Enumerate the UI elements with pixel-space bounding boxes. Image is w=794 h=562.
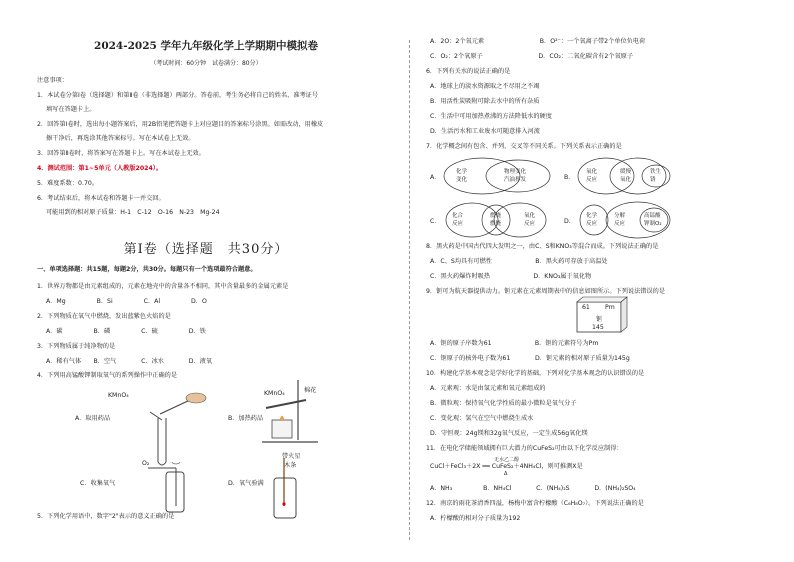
- svg-text:燃烧: 燃烧: [490, 221, 502, 227]
- question-10-option-d: D．守恒观：24g镁和32g氧气反应，一定生成56g氧化镁: [430, 430, 588, 437]
- svg-text:铁生: 铁生: [650, 169, 662, 175]
- q4b-label: B．加热药品: [228, 415, 264, 422]
- exam-subtitle: （考试时间：60分钟 试卷满分：80分）: [150, 60, 262, 67]
- note-line: 5．难度系数：0.70。: [37, 180, 99, 187]
- question-6-option-b: B．用活性炭吸附可除去水中的所有杂质: [430, 98, 540, 105]
- svg-text:钾制O₂: 钾制O₂: [644, 221, 662, 227]
- svg-text:氧化: 氧化: [620, 177, 632, 183]
- question-5-options-ab: A．2O：2个氧元素 B．O²⁻：一个氧离子带2个单位负电荷: [430, 38, 646, 45]
- question-7: 7．化学概念间有包含、并列、交叉等不同关系。下列关系表示正确的是: [426, 143, 622, 150]
- note-line: 擦干净后，再选涂其他答案标号。写在本试卷上无效。: [46, 135, 195, 142]
- pm-atomic-mass: 145: [592, 324, 604, 331]
- question-9-options-ab: A．钷的原子序数为61 B．钷的元素符号为Pm: [430, 340, 599, 347]
- question-9-options-cd: C．钷原子的核外电子数为61 D．钷元素的相对原子质量为145g: [430, 355, 630, 362]
- svg-text:氧化: 氧化: [524, 213, 536, 219]
- svg-text:反应: 反应: [586, 221, 598, 227]
- q7-option-d: D．: [564, 218, 575, 225]
- note-line: 2．回答第Ⅰ卷时，选出每小题答案后，用2B铅笔把答题卡上对应题目的答案标号涂黑。如需改动，用橡皮: [37, 121, 324, 128]
- q4d-illustration: [262, 456, 312, 526]
- q4c-illustration: [140, 458, 200, 518]
- svg-text:缓慢: 缓慢: [620, 169, 632, 175]
- question-5-options-cd: C．O₂：2个氧原子 D．CO₂：二氧化碳含有2个氧原子: [430, 53, 634, 60]
- svg-text:分解: 分解: [614, 213, 626, 219]
- q11-condition-below: Δ: [504, 471, 508, 477]
- question-2-options: A．碳 B．磷 C．硫 D．铁: [46, 328, 206, 335]
- svg-text:汽油挥发: 汽油挥发: [504, 177, 527, 183]
- pm-name: 钷: [596, 316, 603, 323]
- q7d-diagram: [574, 200, 684, 240]
- part1-instruction: 一、单项选择题：共15题，每题2分，共30分。每题只有一个选项最符合题意。: [37, 266, 257, 273]
- note-line-scope: 4．测试范围：第1~5单元（人教版2024）。: [37, 165, 163, 172]
- q4c-label: C．收集氧气: [80, 480, 116, 487]
- question-12-option-a: A．柠檬酸的相对分子质量为192: [430, 515, 521, 522]
- question-11-options: A．NH₃ B．NH₄Cl C．(NH₄)₂S D．(NH₄)₂SO₄: [430, 485, 636, 492]
- note-line: 1．本试卷分第Ⅰ卷（选择题）和第Ⅱ卷（非选择题）两部分。答卷前，考生务必将自己的姓名、准考证号: [37, 92, 319, 99]
- svg-text:反应: 反应: [452, 221, 464, 227]
- q4d-stick-label-2: 木条: [284, 462, 297, 469]
- question-1-options: A．Mg B．Si C．Al D．O: [46, 298, 207, 305]
- q7-option-c: C．: [430, 218, 441, 225]
- question-8: 8．黑火药是中国古代四大发明之一，由C、S和KNO₃等混合而成。下列说法正确的是: [426, 243, 659, 250]
- question-1: 1．世界万物都是由元素组成的，元素在地壳中的含量各不相同，其中含量最多的金属元素是: [37, 283, 289, 290]
- svg-text:化合: 化合: [452, 213, 464, 219]
- question-12: 12．南京的雨花茶清香四溢，杨梅中富含柠檬酸（C₆H₈O₇）。下列说法正确的是: [426, 500, 644, 507]
- svg-text:反应: 反应: [586, 177, 598, 183]
- svg-text:高锰酸: 高锰酸: [644, 213, 661, 219]
- q7b-diagram: [574, 156, 684, 196]
- column-divider: [409, 40, 410, 540]
- svg-text:反应: 反应: [614, 221, 626, 227]
- q4a-label: A．取用药品: [75, 415, 111, 422]
- q7a-diagram: [442, 156, 552, 196]
- q7c-diagram: [442, 200, 552, 240]
- right-column: [412, 0, 794, 562]
- question-6-option-d: D．生活污水和工业废水可随意排入河流: [430, 128, 540, 135]
- question-10-option-b: B．微粒观：保持氧气化学性质的最小微粒是氧气分子: [430, 400, 577, 407]
- q7-option-b: B．: [564, 174, 575, 181]
- question-3-options: A．稀有气体 B．空气 C．冰水 D．液氧: [46, 358, 213, 365]
- question-8-options-ab: A．C、S均具有可燃性 B．黑火药可存放于高温处: [430, 258, 608, 265]
- note-line: 6．考试结束后，将本试卷和答题卡一并交回。: [37, 195, 165, 202]
- q4a-chem-label: KMnO₄: [108, 392, 129, 399]
- svg-text:化学: 化学: [456, 169, 468, 175]
- exam-title: 2024-2025 学年九年级化学上学期期中模拟卷: [94, 40, 318, 52]
- question-2: 2．下列物质在氧气中燃烧，发出蓝紫色火焰的是: [37, 313, 171, 320]
- question-11: 11．在电化学储能领域拥有巨大潜力的CuFeS₂可由以下化学反应制得：: [426, 445, 623, 452]
- svg-text:氧化: 氧化: [586, 169, 598, 175]
- svg-text:物理变化: 物理变化: [504, 169, 527, 175]
- q4d-stick-label-1: 带火星: [282, 453, 301, 460]
- svg-text:锈: 锈: [650, 177, 656, 183]
- svg-text:化学: 化学: [586, 213, 598, 219]
- svg-text:燃烧: 燃烧: [490, 213, 502, 219]
- question-11-equation: CuCl＋FeCl₃＋2X ══ CuFeS₂＋4NH₄Cl，则可推测X是: [430, 463, 583, 470]
- q4b-cotton-label: 棉花: [304, 387, 317, 394]
- question-3: 3．下列物质属于纯净物的是: [37, 343, 116, 350]
- question-10: 10．构建化学基本观念是学好化学的基础，下列对化学基本观念的认识错误的是: [426, 370, 645, 377]
- note-line: 3．回答第Ⅱ卷时，将答案写在答题卡上。写在本试卷上无效。: [37, 150, 205, 157]
- notes-heading: 注意事项：: [37, 77, 68, 84]
- question-4: 4．下列用高锰酸钾制取氧气的系列操作中正确的是: [37, 372, 178, 379]
- question-6: 6．下列有关水的说法正确的是: [426, 68, 511, 75]
- question-10-option-a: A．元素观：水是由氢元素和氧元素组成的: [430, 385, 546, 392]
- question-9: 9．钷可为航天器提供动力。钷元素在元素周期表中的信息如图所示。下列说法错误的是: [426, 288, 666, 295]
- q4b-illustration: [258, 380, 328, 450]
- question-6-option-a: A．地球上的淡水资源取之不尽用之不竭: [430, 83, 540, 90]
- question-6-option-c: C．生活中可用加热煮沸的方法降低水的硬度: [430, 113, 552, 120]
- pm-atomic-number: 61: [582, 304, 590, 311]
- q4d-label: D．氧气验满: [228, 480, 264, 487]
- note-line: 填写在答题卡上。: [46, 106, 96, 113]
- q4b-chem-label: KMnO₄: [264, 390, 285, 397]
- q11-condition-above: 无水乙二醇: [494, 457, 520, 463]
- q7-option-a: A．: [430, 174, 441, 181]
- question-10-option-c: C．变化观：氢气在空气中燃烧生成水: [430, 415, 534, 422]
- q4c-gas-label: O₂: [142, 460, 150, 467]
- part1-title: 第Ⅰ卷（选择题 共30分）: [123, 242, 289, 257]
- question-5: 5．下列化学用语中，数字"2"表示的意义正确的是: [37, 513, 175, 520]
- note-line-atomic-mass: 可能用到的相对原子质量：H-1 C-12 O-16 N-23 Mg-24: [46, 209, 220, 216]
- svg-text:反应: 反应: [524, 221, 536, 227]
- pm-symbol: Pm: [605, 304, 615, 311]
- question-8-options-cd: C．黑火药爆炸时吸热 D．KNO₃属于氧化物: [430, 273, 592, 280]
- svg-text:变化: 变化: [456, 177, 468, 183]
